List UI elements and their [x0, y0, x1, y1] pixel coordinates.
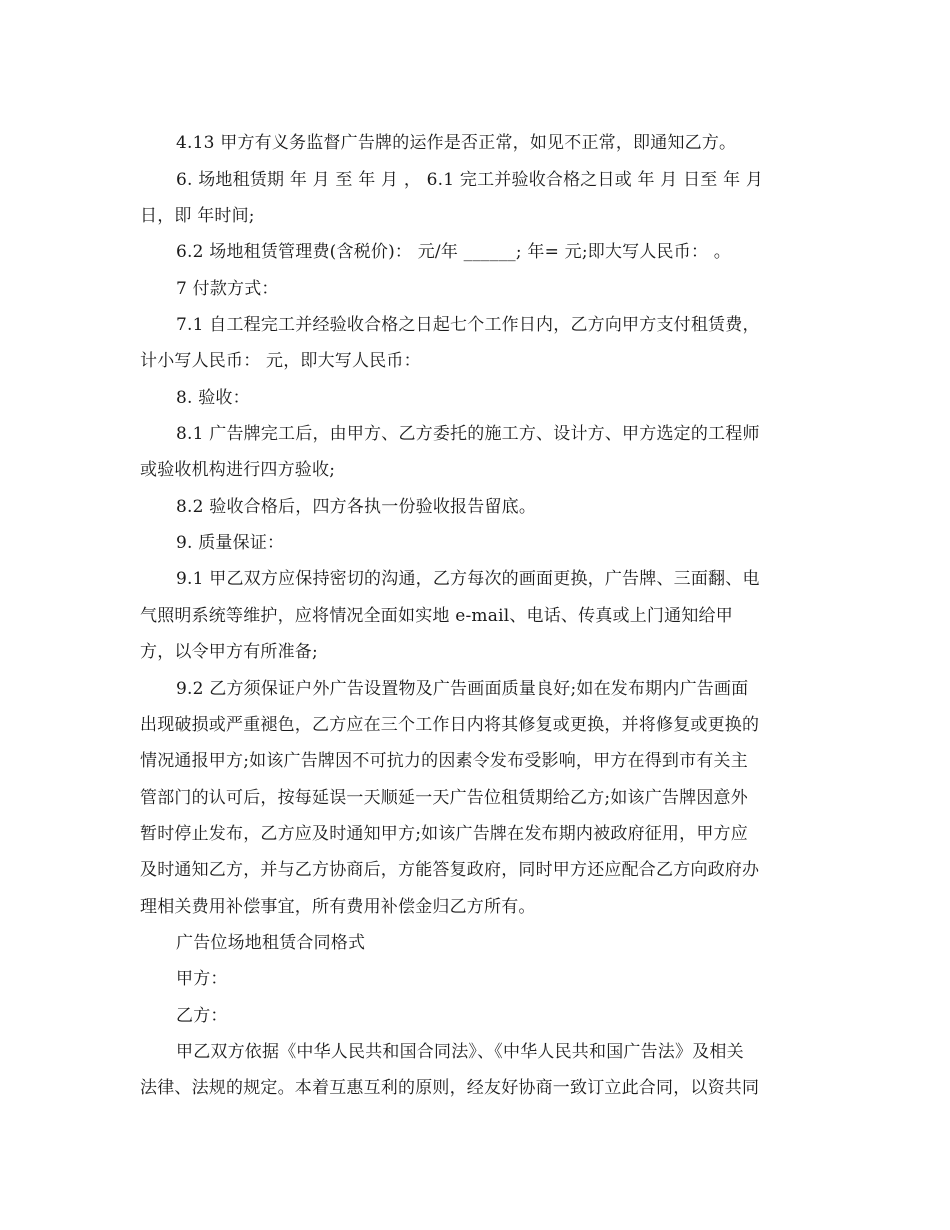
party-a-label: 甲方：: [176, 969, 228, 989]
clause-8-2: 8.2 验收合格后，四方各执一份验收报告留底。: [176, 497, 537, 517]
contract-format-title: 广告位场地租赁合同格式: [176, 933, 366, 953]
clause-9-1-line-3: 方，以令甲方有所准备;: [140, 642, 318, 662]
clause-9-2-line-3: 情况通报甲方;如该广告牌因不可抗力的因素令发布受影响，甲方在得到市有关主: [140, 751, 748, 771]
clause-9-2-line-1: 9.2 乙方须保证户外广告设置物及广告画面质量良好;如在发布期内广告画面: [176, 679, 749, 699]
clause-9-2-line-7: 理相关费用补偿事宜，所有费用补偿金归乙方所有。: [140, 897, 536, 917]
preamble-line-2: 法律、法规的规定。本着互惠互利的原则，经友好协商一致订立此合同，以资共同: [140, 1078, 760, 1098]
clause-9-2-line-4: 管部门的认可后，按每延误一天顺延一天广告位租赁期给乙方;如该广告牌因意外: [140, 788, 748, 808]
clause-9-1-line-2: 气照明系统等维护，应将情况全面如实地 e-mail、电话、传真或上门通知给甲: [140, 606, 733, 626]
preamble-line-1: 甲乙双方依据《中华人民共和国合同法》、《中华人民共和国广告法》及相关: [176, 1042, 744, 1062]
clause-7-1-line-2: 计小写人民币： 元，即大写人民币：: [140, 351, 421, 371]
party-b-label: 乙方：: [176, 1006, 228, 1026]
clause-7-1-line-1: 7.1 自工程完工并经验收合格之日起七个工作日内，乙方向甲方支付租赁费，: [176, 315, 760, 335]
clause-9-1-line-1: 9.1 甲乙双方应保持密切的沟通，乙方每次的画面更换，广告牌、三面翻、电: [176, 569, 760, 589]
clause-4-13: 4.13 甲方有义务监督广告牌的运作是否正常，如见不正常，即通知乙方。: [176, 133, 737, 153]
clause-8-1-line-2: 或验收机构进行四方验收;: [140, 460, 336, 480]
clause-9-2-line-2: 出现破损或严重褪色，乙方应在三个工作日内将其修复或更换，并将修复或更换的: [140, 715, 760, 735]
heading-7-payment: 7 付款方式：: [176, 279, 279, 299]
clause-6-2: 6.2 场地租赁管理费(含税价)： 元/年 ______; 年= 元;即大写人民币： 。: [176, 242, 731, 262]
clause-6-line-1: 6. 场地租赁期 年 月 至 年 月 ， 6.1 完工并验收合格之日或 年 月 日至 年 月: [176, 170, 764, 190]
heading-9-quality: 9. 质量保证：: [176, 533, 285, 553]
clause-6-line-2: 日，即 年时间;: [140, 206, 255, 226]
clause-9-2-line-5: 暂时停止发布，乙方应及时通知甲方;如该广告牌在发布期内被政府征用，甲方应: [140, 824, 748, 844]
clause-8-1-line-1: 8.1 广告牌完工后，由甲方、乙方委托的施工方、设计方、甲方选定的工程师: [176, 424, 760, 444]
heading-8-acceptance: 8. 验收：: [176, 388, 250, 408]
clause-9-2-line-6: 及时通知乙方，并与乙方协商后，方能答复政府，同时甲方还应配合乙方向政府办: [140, 860, 760, 880]
